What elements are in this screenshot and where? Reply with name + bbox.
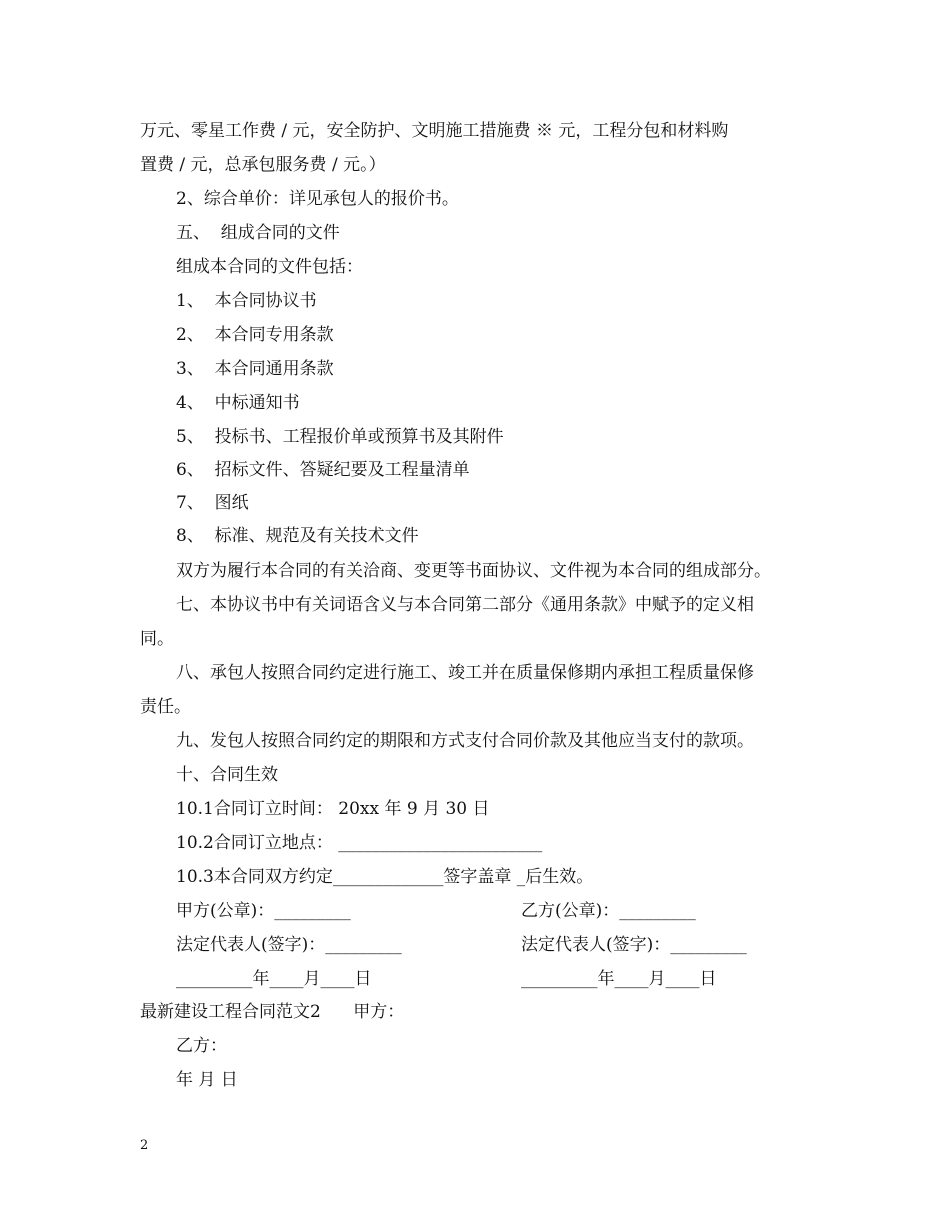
- paragraph-line: 责任。: [140, 697, 191, 717]
- paragraph-line: 七、本协议书中有关词语含义与本合同第二部分《通用条款》中赋予的定义相: [176, 595, 754, 615]
- paragraph-line: 10.2合同订立地点： ________________________: [176, 833, 543, 853]
- page-number: 2: [140, 1138, 149, 1153]
- paragraph-line: 双方为履行本合同的有关洽商、变更等书面协议、文件视为本合同的组成部分。: [176, 561, 771, 581]
- next-section-title: 最新建设工程合同范文2 甲方：: [140, 1002, 405, 1022]
- list-item: 6、 招标文件、答疑纪要及工程量清单: [176, 460, 470, 480]
- paragraph-line: 同。: [140, 629, 174, 649]
- party-a-seal: 甲方(公章)：_________: [176, 901, 351, 921]
- paragraph-line: 2、综合单价：详见承包人的报价书。: [176, 189, 459, 209]
- paragraph-line: 10.1合同订立时间： 20xx 年 9 月 30 日: [176, 799, 490, 819]
- list-item: 2、 本合同专用条款: [176, 325, 334, 345]
- party-b-line: 乙方：: [176, 1036, 227, 1056]
- section-heading: 五、 组成合同的文件: [176, 223, 340, 243]
- party-a-representative: 法定代表人(签字)：_________: [176, 935, 402, 955]
- section-heading: 十、合同生效: [176, 765, 278, 785]
- party-b-representative: 法定代表人(签字)：_________: [521, 935, 747, 955]
- paragraph-line: 万元、零星工作费 / 元，安全防护、文明施工措施费 ※ 元，工程分包和材料购: [140, 121, 729, 141]
- list-item: 8、 标准、规范及有关技术文件: [176, 526, 419, 546]
- party-b-date: _________年____月____日: [521, 969, 717, 989]
- list-item: 1、 本合同协议书: [176, 291, 317, 311]
- list-item: 7、 图纸: [176, 493, 249, 513]
- paragraph-line: 九、发包人按照合同约定的期限和方式支付合同价款及其他应当支付的款项。: [176, 731, 754, 751]
- paragraph-line: 10.3本合同双方约定_____________签字盖章 _后生效。: [176, 867, 594, 887]
- paragraph-line: 置费 / 元，总承包服务费 / 元。）: [140, 155, 386, 175]
- party-a-date: _________年____月____日: [176, 969, 372, 989]
- date-line: 年 月 日: [176, 1070, 238, 1090]
- paragraph-line: 组成本合同的文件包括：: [176, 257, 363, 277]
- list-item: 4、 中标通知书: [176, 393, 300, 413]
- list-item: 5、 投标书、工程报价单或预算书及其附件: [176, 427, 504, 447]
- party-b-seal: 乙方(公章)：_________: [521, 901, 696, 921]
- paragraph-line: 八、承包人按照合同约定进行施工、竣工并在质量保修期内承担工程质量保修: [176, 663, 754, 683]
- list-item: 3、 本合同通用条款: [176, 359, 334, 379]
